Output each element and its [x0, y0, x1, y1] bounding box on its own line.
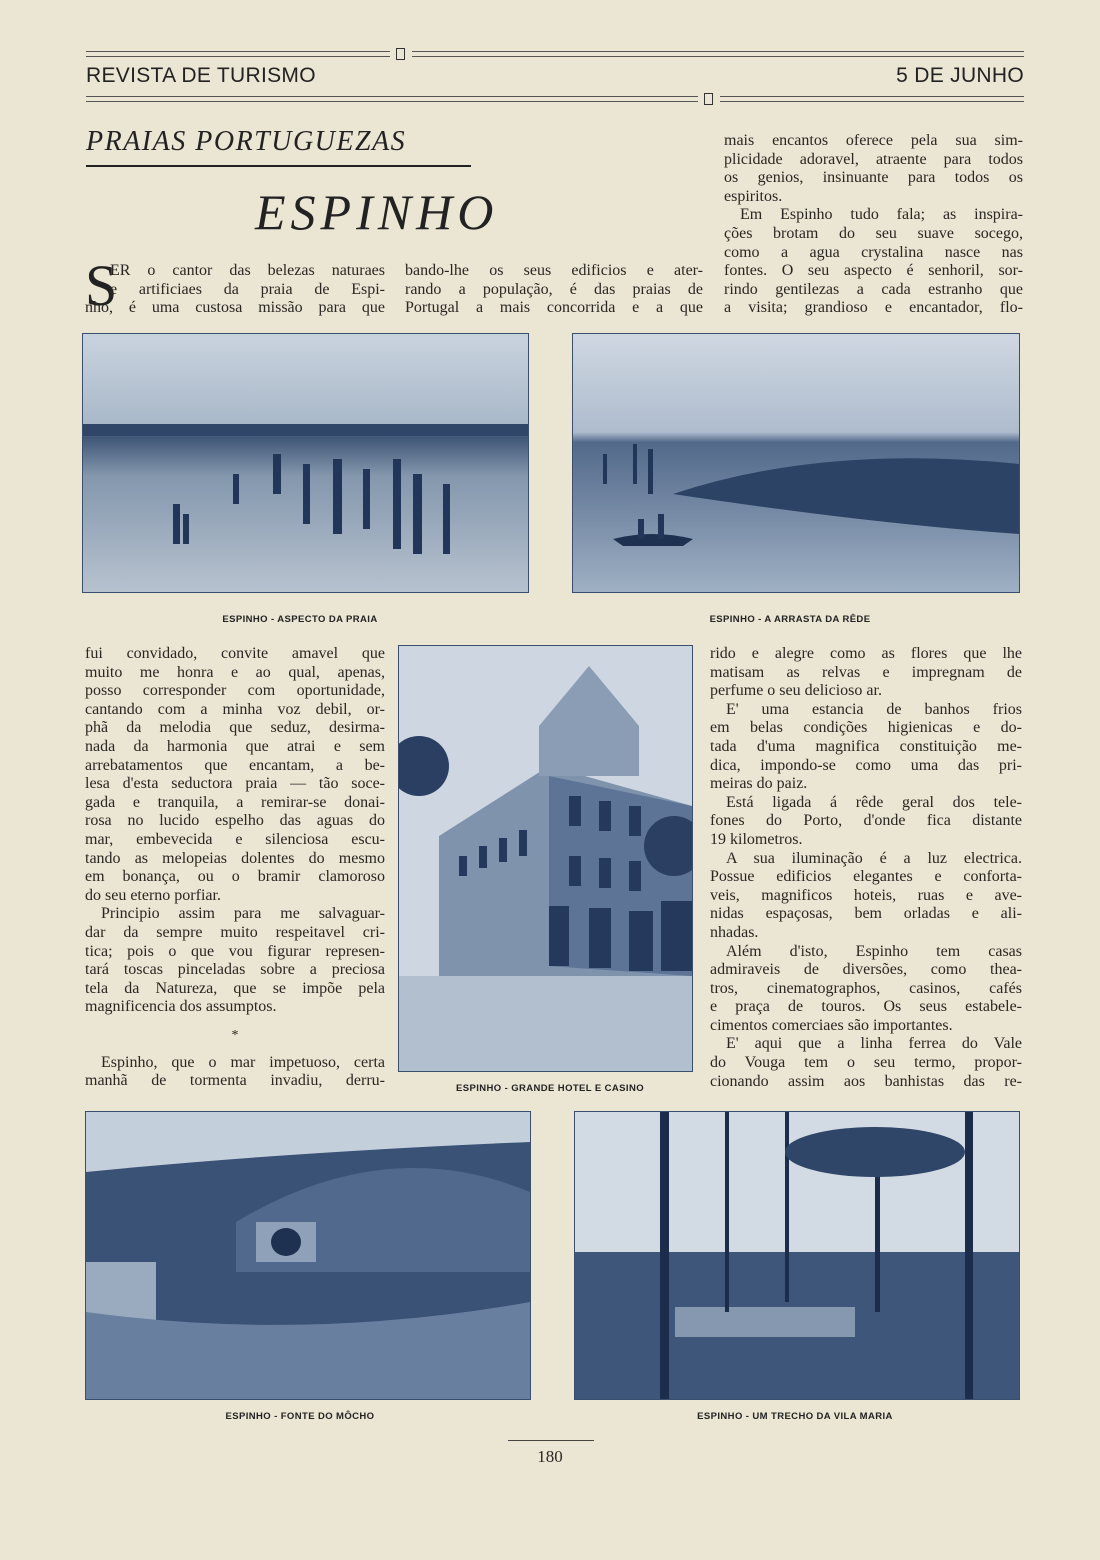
- photo-fountain: [85, 1111, 531, 1400]
- intro-column-3: [724, 132, 1023, 318]
- header-rule-bottom-left: [86, 96, 698, 102]
- text-line: muito me honra e ao qual, apenas,: [85, 663, 385, 681]
- text-line: mar, embevecida e silenciosa escu-: [85, 830, 385, 848]
- text-line: tela da Natureza, que se impõe pela: [85, 979, 385, 997]
- text-line: do seu eterno porfiar.: [85, 886, 221, 904]
- page-number: 180: [537, 1447, 563, 1466]
- text-line: posso corresponder com oportunidade,: [85, 682, 385, 700]
- issue-date: 5 DE JUNHO: [896, 64, 1024, 87]
- caption-grand-hotel: ESPINHO - GRANDE HOTEL E CASINO: [456, 1083, 644, 1094]
- text-line: ções brotam do seu suave socego,: [724, 224, 1023, 242]
- text-line: tará toscas pinceladas sobre a preciosa: [85, 961, 385, 979]
- text-line: manhã de tormenta invadiu, derru-: [85, 1072, 385, 1090]
- section-separator: *: [231, 1027, 239, 1043]
- caption-villa-maria: ESPINHO - UM TRECHO DA VILA MARIA: [697, 1411, 893, 1422]
- text-line: bando-lhe os seus edificios e ater-: [405, 262, 703, 279]
- text-line: mais encantos oferece pela sua sim-: [724, 132, 1023, 149]
- header-rule-top-right: [412, 51, 1024, 57]
- publication-title: REVISTA DE TURISMO: [86, 64, 316, 87]
- caption-fishing-net: ESPINHO - A ARRASTA DA RÊDE: [709, 614, 871, 625]
- text-line: rando a população, é das praias de: [405, 280, 703, 298]
- body-column-left: [85, 645, 385, 1091]
- photo-fishing-net: [572, 333, 1020, 593]
- text-line: Além d'isto, Espinho tem casas: [726, 942, 1022, 960]
- article-kicker: PRAIAS PORTUGUEZAS: [86, 126, 407, 157]
- header-ornament-bottom: [704, 93, 713, 105]
- text-line: em belas condições higienicas e do-: [710, 719, 1022, 737]
- text-line: Possue edificios elegantes e conforta-: [710, 868, 1022, 886]
- text-line: 19 kilometros.: [710, 830, 803, 848]
- text-line: A sua iluminação é a luz electrica.: [726, 849, 1022, 867]
- footer-rule: [508, 1440, 594, 1441]
- text-line: dar da sempre muito respeitavel cri-: [85, 923, 385, 941]
- caption-fountain: ESPINHO - FONTE DO MÔCHO: [225, 1411, 375, 1422]
- text-line: admiraveis de diversões, como thea-: [710, 961, 1022, 979]
- text-line: cantando com a minha voz debil, or-: [85, 700, 385, 718]
- text-line: ER o cantor das belezas naturaes: [110, 262, 385, 279]
- text-line: espiritos.: [724, 187, 783, 205]
- header-ornament-top: [396, 48, 405, 60]
- text-line: E' uma estancia de banhos frios: [726, 700, 1022, 718]
- text-line: fones do Porto, d'onde fica distante: [710, 812, 1022, 830]
- text-line: os genios, insinuante para todos os: [724, 169, 1023, 187]
- text-line: tando as melopeias dolentes do mesmo: [85, 849, 385, 867]
- text-line: nada da harmonia que atrai e sem: [85, 737, 385, 755]
- text-line: como a agua crystalina nasce nas: [724, 243, 1023, 261]
- text-line: E' aqui que a linha ferrea do Vale: [726, 1035, 1022, 1053]
- text-line: e artificiaes da praia de Espi-: [110, 280, 385, 298]
- header-rule-bottom-right: [720, 96, 1024, 102]
- kicker-underline: [86, 165, 471, 167]
- text-line: rido e alegre como as flores que lhe: [710, 645, 1022, 662]
- text-line: Portugal a mais concorrida e a que: [405, 299, 703, 317]
- text-line: arrebatamentos que encantam, a be-: [85, 756, 385, 774]
- photo-grand-hotel: [398, 645, 693, 1072]
- text-line: meiras do paiz.: [710, 775, 808, 793]
- text-line: Está ligada á rêde geral dos tele-: [726, 793, 1022, 811]
- text-line: e praça de touros. Os seus estabele-: [710, 998, 1022, 1016]
- body-column-right: [710, 645, 1022, 1091]
- photo-villa-maria: [574, 1111, 1020, 1400]
- intro-column-2: [405, 262, 703, 318]
- article-title: ESPINHO: [255, 184, 499, 240]
- text-line: perfume o seu delicioso ar.: [710, 682, 882, 700]
- text-line: rindo gentilezas a cada estranho que: [724, 280, 1023, 298]
- text-line: cionando assim aos banhistas das re-: [710, 1072, 1022, 1090]
- caption-beach: ESPINHO - ASPECTO DA PRAIA: [222, 614, 378, 625]
- text-line: do Vouga tem o seu termo, propor-: [710, 1054, 1022, 1072]
- text-line: rosa no lucido espelho das aguas do: [85, 812, 385, 830]
- text-line: plicidade adoravel, atraente para todos: [724, 150, 1023, 168]
- text-line: Espinho, que o mar impetuoso, certa: [101, 1053, 385, 1071]
- text-line: em bonança, ou o bramir clamoroso: [85, 868, 385, 886]
- text-line: Principio assim para me salvaguar-: [101, 905, 385, 923]
- text-line: a visita; grandioso e encantador, flo-: [724, 299, 1023, 317]
- text-line: phã da melodia que seduz, desirma-: [85, 719, 385, 737]
- text-line: nho, é uma custosa missão para que: [85, 299, 385, 317]
- text-line: Em Espinho tudo fala; as inspira-: [740, 206, 1023, 224]
- intro-column-1: [85, 262, 385, 318]
- text-line: gada e tranquila, a remirar-se donai-: [85, 793, 385, 811]
- text-line: tica; pois o que vou figurar represen-: [85, 942, 385, 960]
- text-line: fui convidado, convite amavel que: [85, 645, 385, 662]
- text-line: nidas espaçosas, bem orladas e ali-: [710, 905, 1022, 923]
- text-line: fontes. O seu aspecto é senhoril, sor-: [724, 262, 1023, 280]
- text-line: tada d'uma magnifica constituição me-: [710, 737, 1022, 755]
- text-line: lesa d'esta seductora praia — tão soce-: [85, 775, 385, 793]
- text-line: cimentos comerciaes são importantes.: [710, 1016, 953, 1034]
- text-line: matisam as relvas e impregnam de: [710, 663, 1022, 681]
- photo-beach: [82, 333, 529, 593]
- drop-cap: S: [85, 253, 118, 318]
- text-line: magnificencia dos assumptos.: [85, 998, 277, 1016]
- text-line: dica, impondo-se como uma das pri-: [710, 756, 1022, 774]
- text-line: nhadas.: [710, 923, 759, 941]
- text-line: tros, cinematographos, casinos, cafés: [710, 979, 1022, 997]
- text-line: veis, magnificos hoteis, ruas e ave-: [710, 886, 1022, 904]
- header-rule-top-left: [86, 51, 390, 57]
